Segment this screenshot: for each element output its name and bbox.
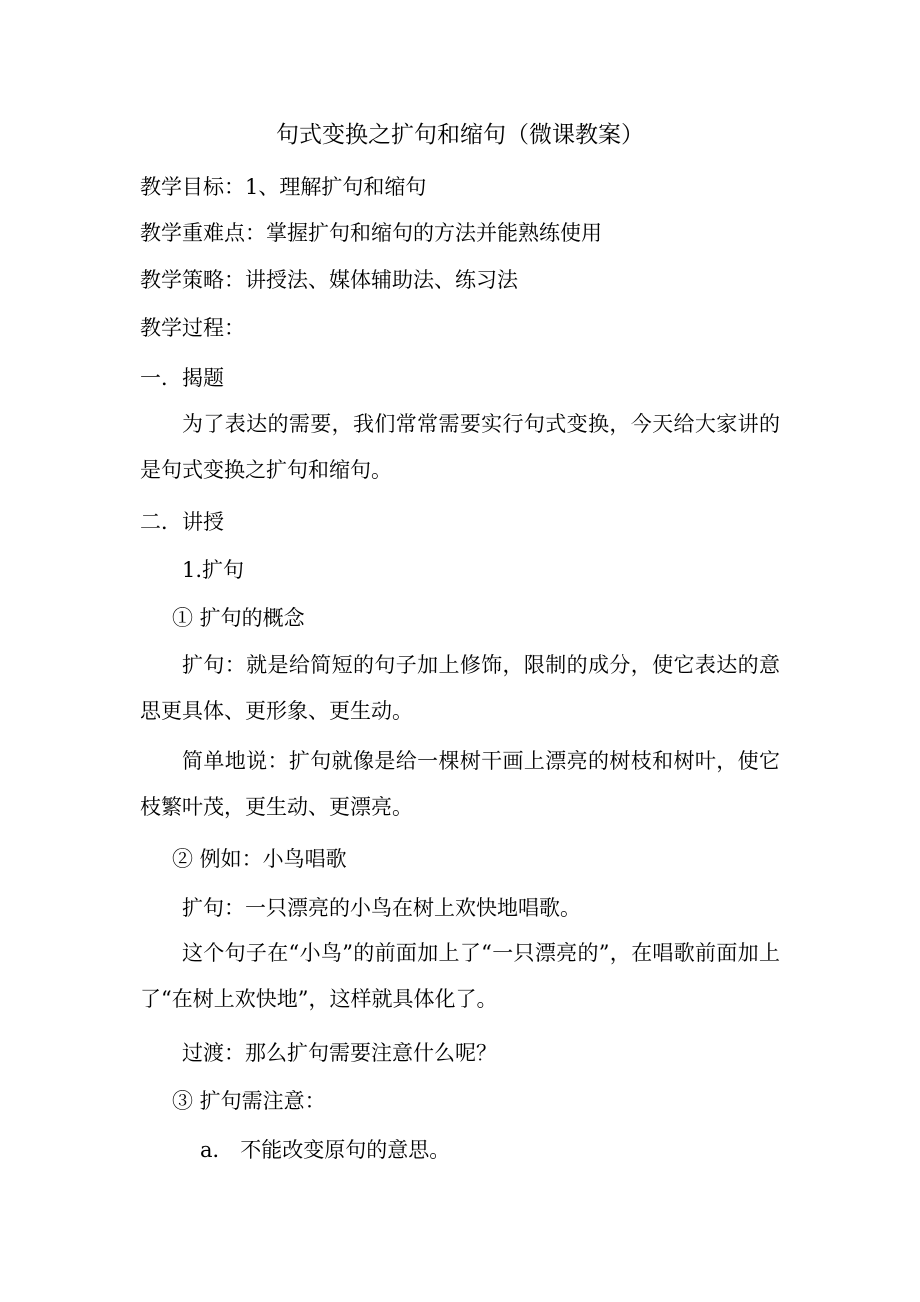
teaching-goal: 教学目标：1、理解扩句和缩句: [140, 175, 427, 199]
item-notes: ③ 扩句需注意：: [172, 1089, 326, 1113]
teaching-strategy: 教学策略：讲授法、媒体辅助法、练习法: [140, 268, 518, 292]
example-explanation-paragraph: 这个句子在“小鸟”的前面加上了“一只漂亮的”，在唱歌前面加上了“在树上欢快地”，这样就具体化了。: [140, 941, 780, 1011]
simple-explanation-paragraph: 简单地说：扩句就像是给一棵树干画上漂亮的树枝和树叶，使它枝繁叶茂，更生动、更漂亮。: [140, 749, 780, 819]
transition-line: 过渡：那么扩句需要注意什么呢？: [182, 1041, 497, 1065]
definition-paragraph: 扩句：就是给简短的句子加上修饰，限制的成分，使它表达的意思更具体、更形象、更生动。: [140, 653, 780, 723]
teaching-focus: 教学重难点：掌握扩句和缩句的方法并能熟练使用: [140, 221, 602, 245]
section1-heading: 一．揭题: [140, 366, 224, 390]
section2-heading: 二．讲授: [140, 510, 224, 534]
document-title: 句式变换之扩句和缩句（微课教案）: [276, 122, 644, 148]
example-sentence: 扩句：一只漂亮的小鸟在树上欢快地唱歌。: [182, 896, 581, 920]
note-a: a． 不能改变原句的意思。: [200, 1138, 451, 1162]
item-example: ② 例如：小鸟唱歌: [172, 847, 347, 871]
teaching-process-label: 教学过程：: [140, 316, 245, 340]
section1-paragraph: 为了表达的需要，我们常常需要实行句式变换，今天给大家讲的是句式变换之扩句和缩句。: [140, 412, 780, 482]
item-concept: ① 扩句的概念: [172, 606, 305, 630]
subsection-expand: 1.扩句: [182, 558, 245, 582]
